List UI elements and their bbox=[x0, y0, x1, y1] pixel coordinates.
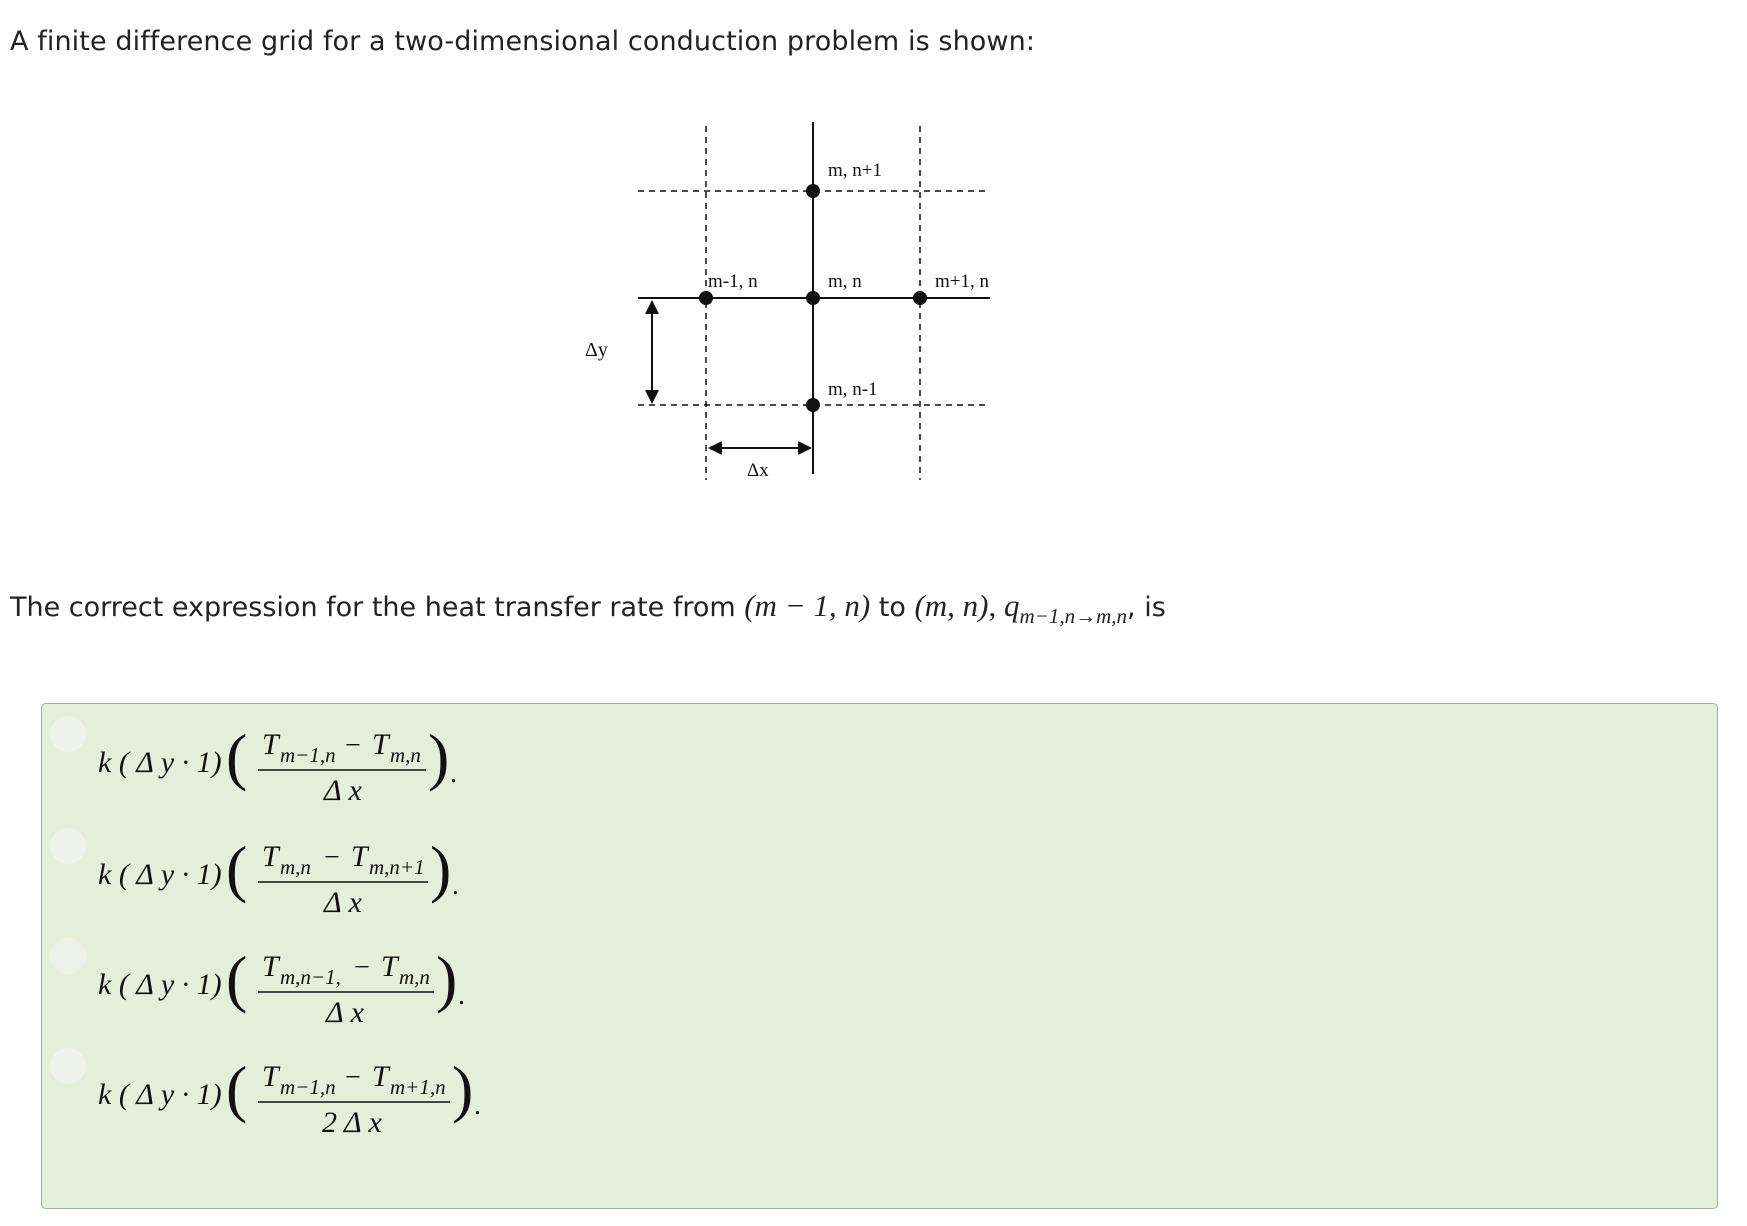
numerator-right-subscript: m,n+1 bbox=[369, 855, 425, 879]
radio-button-2[interactable] bbox=[50, 828, 86, 864]
question-intro: A finite difference grid for a two-dimensional conduction problem is shown: bbox=[10, 26, 1036, 57]
numerator-left-T: T bbox=[262, 840, 279, 873]
formula-option-4 bbox=[98, 1044, 528, 1136]
formula-suffix: . bbox=[452, 870, 459, 901]
denominator: 2 Δ x bbox=[322, 1106, 382, 1136]
numerator-right-T: T bbox=[381, 950, 398, 983]
label-m-n-minus-1: m, n-1 bbox=[828, 379, 878, 400]
finite-difference-grid-figure bbox=[560, 118, 1040, 538]
formula-option-2 bbox=[98, 824, 518, 916]
node-m-plus-1-n bbox=[913, 291, 927, 305]
numerator-left-T: T bbox=[262, 950, 279, 983]
label-m-n: m, n bbox=[828, 271, 862, 292]
denominator: Δ x bbox=[324, 774, 362, 804]
numerator-left-subscript: m,n−1, bbox=[280, 965, 341, 989]
answer-option-3[interactable] bbox=[42, 934, 1717, 1034]
node-m-n bbox=[806, 291, 820, 305]
question-prompt bbox=[10, 588, 1166, 629]
numerator-right-T: T bbox=[372, 1060, 389, 1093]
numerator-left-T: T bbox=[262, 1060, 279, 1093]
numerator-left-subscript: m−1,n bbox=[280, 1075, 336, 1099]
prompt-separator: , bbox=[988, 588, 1005, 623]
numerator-minus: − bbox=[354, 952, 370, 983]
formula-option-1 bbox=[98, 712, 518, 804]
prompt-text-before: The correct expression for the heat transfer rate from bbox=[10, 592, 745, 623]
right-paren: ) bbox=[428, 721, 450, 792]
numerator-right-subscript: m,n bbox=[390, 743, 421, 767]
answer-option-1[interactable] bbox=[42, 712, 1717, 812]
numerator-right-T: T bbox=[372, 728, 389, 761]
radio-button-3[interactable] bbox=[50, 938, 86, 974]
label-m-n-plus-1: m, n+1 bbox=[828, 160, 882, 181]
numerator-minus: − bbox=[324, 842, 340, 873]
dx-arrow-head-left bbox=[708, 441, 722, 455]
from-node-expression: (m − 1, n) bbox=[744, 588, 871, 623]
answer-option-4[interactable] bbox=[42, 1044, 1717, 1144]
dy-arrow-head-top bbox=[645, 300, 659, 314]
formula-suffix: . bbox=[450, 758, 457, 789]
radio-button-1[interactable] bbox=[50, 716, 86, 752]
left-paren: ( bbox=[226, 833, 248, 904]
prompt-to-word: to bbox=[870, 592, 915, 623]
numerator-minus: − bbox=[345, 1062, 361, 1093]
numerator-left-subscript: m,n bbox=[280, 855, 311, 879]
node-m-n-plus-1 bbox=[806, 184, 820, 198]
right-paren: ) bbox=[430, 833, 452, 904]
dx-arrow-head-right bbox=[798, 441, 812, 455]
formula-prefix: k ( Δ y · 1) bbox=[98, 1078, 222, 1111]
denominator: Δ x bbox=[324, 886, 362, 916]
node-m-n-minus-1 bbox=[806, 398, 820, 412]
numerator-left-T: T bbox=[262, 728, 279, 761]
dy-label: Δy bbox=[585, 339, 608, 361]
answer-option-2[interactable] bbox=[42, 824, 1717, 924]
formula-suffix: . bbox=[458, 980, 465, 1011]
q-subscript: m−1,n→m,n bbox=[1019, 604, 1128, 628]
formula-prefix: k ( Δ y · 1) bbox=[98, 968, 222, 1001]
numerator-left-subscript: m−1,n bbox=[280, 743, 336, 767]
answer-options-panel bbox=[41, 703, 1718, 1209]
q-symbol: q bbox=[1004, 588, 1020, 623]
label-m-plus-1-n: m+1, n bbox=[935, 271, 989, 292]
dx-label: Δx bbox=[747, 460, 769, 481]
left-paren: ( bbox=[226, 1053, 248, 1124]
dy-arrow-head-bottom bbox=[645, 390, 659, 404]
node-m-minus-1-n bbox=[699, 291, 713, 305]
prompt-text-after: , is bbox=[1127, 592, 1166, 623]
numerator-right-T: T bbox=[351, 840, 368, 873]
right-paren: ) bbox=[436, 943, 458, 1014]
label-m-minus-1-n: m-1, n bbox=[708, 271, 758, 292]
left-paren: ( bbox=[226, 943, 248, 1014]
formula-prefix: k ( Δ y · 1) bbox=[98, 746, 222, 779]
numerator-right-subscript: m+1,n bbox=[390, 1075, 446, 1099]
denominator: Δ x bbox=[326, 996, 364, 1026]
left-paren: ( bbox=[226, 721, 248, 792]
radio-button-4[interactable] bbox=[50, 1048, 86, 1084]
to-node-expression: (m, n) bbox=[914, 588, 989, 623]
numerator-minus: − bbox=[345, 730, 361, 761]
right-paren: ) bbox=[452, 1053, 474, 1124]
formula-prefix: k ( Δ y · 1) bbox=[98, 858, 222, 891]
numerator-right-subscript: m,n bbox=[399, 965, 430, 989]
formula-option-3 bbox=[98, 934, 518, 1026]
formula-suffix: . bbox=[474, 1090, 481, 1121]
